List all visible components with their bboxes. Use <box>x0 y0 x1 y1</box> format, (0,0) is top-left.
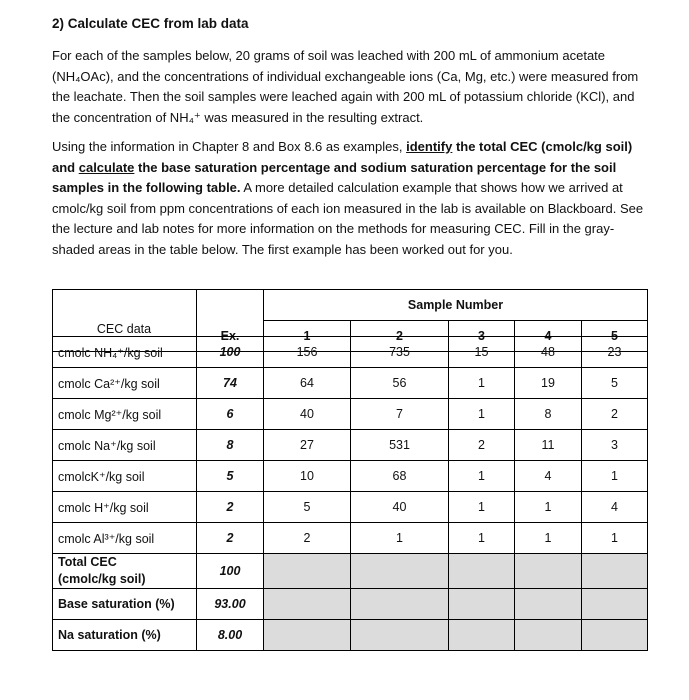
na-saturation-label: Na saturation (%) <box>53 620 197 651</box>
col-header-4: 4 <box>515 321 582 352</box>
cec-data-label: CEC data <box>96 322 152 336</box>
sample-value-cell: 2 <box>264 523 351 554</box>
instr-part-c: the base saturation percentage and sodium saturation percentage for the soil samples in the following table. <box>52 159 617 195</box>
base-saturation-cell[interactable] <box>264 589 351 620</box>
sample-value-cell: 8 <box>515 399 582 430</box>
sample-value-cell: 40 <box>351 492 449 523</box>
table-row <box>53 523 648 554</box>
row-label: cmolc Al³⁺/kg soil <box>53 523 197 554</box>
na-saturation-cell[interactable] <box>449 620 515 651</box>
table-row <box>53 492 648 523</box>
sample-value-cell: 1 <box>449 461 515 492</box>
sample-value-cell: 56 <box>351 368 449 399</box>
row-label: cmolc H⁺/kg soil <box>53 492 197 523</box>
instr-part-a: Using the information in Chapter 8 and Box 8.6 as examples, <box>52 139 407 154</box>
sample-value-cell: 2 <box>582 399 648 430</box>
instructions-paragraph <box>52 137 648 260</box>
base-saturation-label: Base saturation (%) <box>53 589 197 620</box>
sample-value-cell: 5 <box>264 492 351 523</box>
col-header-3: 3 <box>449 321 515 352</box>
example-value-cell: 2 <box>197 523 264 554</box>
table-row <box>53 461 648 492</box>
table-row <box>53 368 648 399</box>
total-cec-cell[interactable] <box>515 554 582 589</box>
col-header-2: 2 <box>351 321 449 352</box>
sample-value-cell: 1 <box>515 523 582 554</box>
total-cec-label-1: Total CEC <box>58 555 117 569</box>
total-cec-label <box>53 554 197 589</box>
ex-header-top-blank <box>197 290 264 321</box>
sample-value-cell: 11 <box>515 430 582 461</box>
total-cec-label-2: (cmolc/kg soil) <box>58 572 146 586</box>
sample-value-cell: 1 <box>515 492 582 523</box>
base-saturation-cell[interactable] <box>351 589 449 620</box>
total-cec-cell[interactable] <box>264 554 351 589</box>
sample-value-cell: 3 <box>582 430 648 461</box>
example-value-cell: 5 <box>197 461 264 492</box>
instr-calculate: calculate <box>78 159 135 175</box>
na-saturation-ex: 8.00 <box>197 620 264 651</box>
question-heading: 2) Calculate CEC from lab data <box>52 16 249 31</box>
sample-value-cell: 4 <box>515 461 582 492</box>
example-value-cell: 2 <box>197 492 264 523</box>
col-header-1: 1 <box>264 321 351 352</box>
sample-value-cell: 1 <box>351 523 449 554</box>
sample-value-cell: 15 <box>449 337 515 368</box>
sample-value-cell: 48 <box>515 337 582 368</box>
base-saturation-cell[interactable] <box>449 589 515 620</box>
instr-identify: identify <box>406 139 453 154</box>
total-cec-cell[interactable] <box>582 554 648 589</box>
sample-value-cell: 10 <box>264 461 351 492</box>
instr-part-b: the total CEC (cmolc/kg soil) and <box>52 139 633 175</box>
sample-value-cell: 4 <box>582 492 648 523</box>
example-value-cell: 6 <box>197 399 264 430</box>
sample-value-cell: 1 <box>449 492 515 523</box>
sample-value-cell: 68 <box>351 461 449 492</box>
sample-value-cell: 40 <box>264 399 351 430</box>
sample-value-cell: 156 <box>264 337 351 368</box>
sample-value-cell: 1 <box>449 368 515 399</box>
base-saturation-cell[interactable] <box>582 589 648 620</box>
na-saturation-cell[interactable] <box>351 620 449 651</box>
col-header-ex: Ex. <box>197 321 264 352</box>
row-label: cmolc NH₄⁺/kg soil <box>53 337 197 368</box>
table-row <box>53 399 648 430</box>
total-cec-cell[interactable] <box>449 554 515 589</box>
example-value-cell: 100 <box>197 337 264 368</box>
sample-value-cell: 1 <box>582 523 648 554</box>
sample-number-header: Sample Number <box>264 290 648 321</box>
sample-value-cell: 1 <box>582 461 648 492</box>
na-saturation-cell[interactable] <box>264 620 351 651</box>
sample-value-cell: 7 <box>351 399 449 430</box>
sample-value-cell: 1 <box>449 523 515 554</box>
example-value-cell: 74 <box>197 368 264 399</box>
sample-value-cell: 64 <box>264 368 351 399</box>
na-saturation-cell[interactable] <box>515 620 582 651</box>
sample-value-cell: 1 <box>449 399 515 430</box>
sample-value-cell: 27 <box>264 430 351 461</box>
cec-data-table <box>52 336 648 651</box>
base-saturation-ex: 93.00 <box>197 589 264 620</box>
intro-paragraph: For each of the samples below, 20 grams of soil was leached with 200 mL of ammonium acetate (NH₄OAc), and the concentrations of individual exchangeable ions (Ca, Mg, etc.) were measured from the leachate. Then the soil samples were leached again with 200 mL of potassium chloride (KCl), and the concentration of NH₄⁺ was measured in the resulting extract. <box>52 48 639 125</box>
sample-value-cell: 19 <box>515 368 582 399</box>
table-row <box>53 430 648 461</box>
sample-value-cell: 531 <box>351 430 449 461</box>
sample-value-cell: 2 <box>449 430 515 461</box>
sample-value-cell: 5 <box>582 368 648 399</box>
na-saturation-cell[interactable] <box>582 620 648 651</box>
instr-part-d: A more detailed calculation example that shows how we arrived at cmolc/kg soil from ppm concentrations of each ion measured in the lab is available on Blackboard. See the lecture and lab notes for more information on the methods for measuring CEC. Fill in the gray-shaded areas in the table below. The first example has been worked out for you. <box>52 180 644 257</box>
example-value-cell: 8 <box>197 430 264 461</box>
sample-value-cell: 23 <box>582 337 648 368</box>
row-label: cmolc Ca²⁺/kg soil <box>53 368 197 399</box>
row-label: cmolc Mg²⁺/kg soil <box>53 399 197 430</box>
total-cec-ex: 100 <box>197 554 264 589</box>
row-label: cmolc Na⁺/kg soil <box>53 430 197 461</box>
base-saturation-cell[interactable] <box>515 589 582 620</box>
total-cec-cell[interactable] <box>351 554 449 589</box>
row-label: cmolcK⁺/kg soil <box>53 461 197 492</box>
sample-value-cell: 735 <box>351 337 449 368</box>
table-row <box>53 337 648 368</box>
col-header-5: 5 <box>582 321 648 352</box>
